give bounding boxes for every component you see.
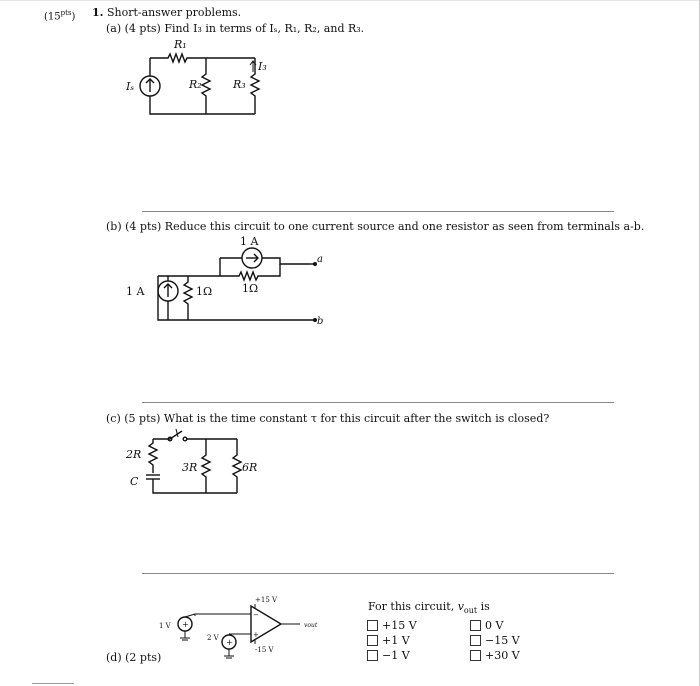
v1-plus-sign: + — [182, 620, 189, 629]
switch-contact — [183, 437, 187, 441]
label-d-v2: 2 V — [207, 634, 219, 642]
divider-b — [142, 402, 614, 403]
circuit-d — [155, 590, 340, 670]
label-d-vpos: +15 V — [255, 596, 278, 604]
label-c-6r: 6R — [242, 461, 258, 474]
circuit-c — [120, 425, 260, 500]
question-suffix: is — [477, 600, 490, 613]
footer-rule — [32, 683, 74, 684]
option-label: 0 V — [485, 618, 504, 632]
wire-d-minus-input — [195, 614, 251, 616]
option-plus30v[interactable] — [470, 648, 520, 662]
option-label: +15 V — [382, 618, 417, 632]
resistor-b-left — [184, 276, 192, 320]
label-r1: R₁ — [174, 38, 187, 51]
label-is: Iₛ — [126, 80, 135, 93]
question-var: v — [457, 600, 464, 613]
v2-plus-sign: + — [226, 638, 233, 647]
label-c-2r: 2R — [126, 448, 142, 461]
checkbox[interactable] — [367, 650, 378, 661]
option-plus15v[interactable] — [367, 618, 417, 632]
option-minus1v[interactable] — [367, 648, 410, 662]
checkbox[interactable] — [367, 620, 378, 631]
part-d-question — [368, 600, 490, 618]
wire-b-bottom — [158, 276, 314, 320]
part-c-prompt: (c) (5 pts) What is the time constant τ for this circuit after the switch is closed? — [106, 412, 550, 425]
resistor-3r — [202, 439, 210, 493]
divider-c — [142, 573, 614, 574]
part-a-prompt: (a) (4 pts) Find I₃ in terms of Iₛ, R₁, R₂, and R₃. — [106, 22, 365, 35]
label-b-r-left: 1Ω — [196, 285, 213, 298]
divider-a — [142, 211, 614, 212]
option-0v[interactable] — [470, 618, 503, 632]
points-text: (15 — [44, 11, 61, 23]
part-d-label: (d) (2 pts) — [106, 651, 162, 664]
wire-d-v1-top — [185, 614, 195, 617]
op-amp-plus-sign: + — [253, 631, 259, 639]
label-c-3r: 3R — [182, 461, 198, 474]
question-prefix: For this circuit, — [368, 600, 458, 613]
label-b-term-b: b — [317, 316, 324, 327]
wire-b-top-right — [262, 258, 310, 264]
label-r2: R₂ — [189, 78, 202, 91]
points-close: ) — [71, 11, 76, 23]
label-c-cap: C — [130, 475, 139, 488]
wire-c-bottom — [153, 479, 237, 493]
op-amp-minus-sign: − — [253, 611, 259, 619]
checkbox[interactable] — [470, 635, 481, 646]
option-label: −15 V — [485, 633, 520, 647]
checkbox[interactable] — [470, 650, 481, 661]
part-b-prompt: (b) (4 pts) Reduce this circuit to one current source and one resistor as seen from terminals a-b. — [106, 220, 645, 233]
label-b-src-top: 1 A — [240, 235, 259, 248]
problem-number: 1. — [92, 6, 104, 19]
label-i3: I₃ — [258, 60, 267, 73]
problem-title: Short-answer problems. — [106, 6, 242, 19]
option-plus1v[interactable] — [367, 633, 410, 647]
option-minus15v[interactable] — [470, 633, 520, 647]
option-label: −1 V — [382, 648, 410, 662]
switch-close-arrow — [176, 429, 178, 437]
circuit-b — [120, 232, 330, 328]
option-label: +1 V — [382, 633, 410, 647]
resistor-b-mid — [220, 264, 280, 280]
points-badge — [44, 6, 75, 24]
label-d-vneg: -15 V — [255, 646, 274, 654]
problem-heading — [92, 6, 241, 20]
label-b-r-mid: 1Ω — [242, 282, 259, 295]
checkbox[interactable] — [470, 620, 481, 631]
points-sup: pts — [60, 9, 72, 17]
circuit-a — [118, 36, 278, 122]
resistor-2r — [149, 439, 157, 473]
resistor-r2 — [202, 58, 210, 114]
label-b-term-a: a — [317, 254, 323, 265]
option-label: +30 V — [485, 648, 520, 662]
label-b-src-left: 1 A — [126, 285, 145, 298]
checkbox[interactable] — [367, 635, 378, 646]
resistor-r1 — [150, 54, 255, 62]
page-top-edge — [0, 0, 700, 1]
label-d-v1: 1 V — [159, 622, 171, 630]
resistor-6r — [233, 439, 241, 493]
wire-a-bottom — [150, 96, 255, 114]
question-sub: out — [463, 606, 478, 616]
label-d-vout: vout — [304, 622, 318, 629]
label-r3: R₃ — [233, 78, 246, 91]
